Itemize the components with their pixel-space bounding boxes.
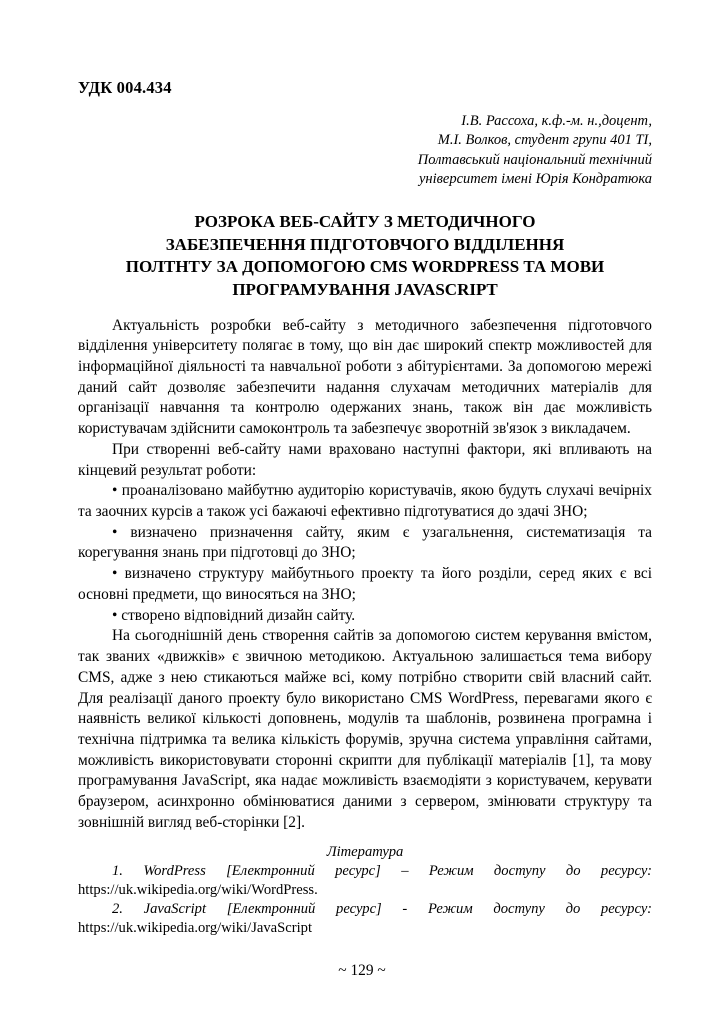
reference-2-url: https://uk.wikipedia.org/wiki/JavaScript	[78, 920, 313, 937]
paragraph-3: На сьогоднішній день створення сайтів за допомогою систем керування вмістом, так званих «движків» є звичною методикою. Актуальною залишається тема вибору CMS, адже з нею стикаються майже всі, кому потрібно створити свій власний сайт. Для реалізації даного проекту було використано CMS WordPress, перевагами якого є наявність великої кількості доповнень, модулів та шаблонів, розвинена програмна і технічна підтримка та велика кількість форумів, зручна система управління сайтами, можливість використовувати сторонні скрипти для публікації матеріалів [1], та мову програмування JavaScript, яка надає можливість взаємодіяти з користувачем, керувати браузером, асинхронно обмінюватися даними з сервером, змінювати структуру та зовнішній вигляд веб-сторінки [2].	[78, 627, 652, 831]
page-number: ~ 129 ~	[338, 962, 386, 979]
author-line-2: М.І. Волков, студент групи 401 ТІ,	[437, 132, 652, 149]
reference-1-url: https://uk.wikipedia.org/wiki/WordPress.	[78, 881, 318, 898]
reference-1	[78, 862, 652, 901]
reference-2	[78, 900, 652, 939]
bullet-item-2: • визначено призначення сайту, яким є узагальнення, систематизація та корегування знань при підготовці до ЗНО;	[78, 523, 652, 562]
author-line-4: університет імені Юрія Кондратюка	[418, 170, 652, 187]
page-title	[78, 211, 652, 301]
paragraph-2: При створенні веб-сайту нами враховано наступні фактори, які впливають на кінцевий результат роботи:	[78, 440, 652, 479]
title-line-4: ПРОГРАМУВАННЯ JAVASCRIPT	[232, 279, 498, 299]
reference-1-title: 1. WordPress [Електронний ресурс] – Режим доступу до ресурсу:	[112, 862, 652, 879]
author-block	[78, 112, 652, 189]
author-line-1: І.В. Рассоха, к.ф.-м. н.,доцент,	[461, 113, 652, 129]
bullet-item-4: • створено відповідний дизайн сайту.	[112, 606, 356, 624]
reference-2-title: 2. JavaScript [Електронний ресурс] - Режим доступу до ресурсу:	[112, 901, 652, 918]
udk-code: УДК 004.434	[78, 78, 172, 97]
author-line-3: Полтавський національний технічний	[417, 151, 652, 168]
title-line-2: ЗАБЕЗПЕЧЕННЯ ПІДГОТОВЧОГО ВІДДІЛЕННЯ	[165, 234, 565, 254]
literature-heading: Література	[326, 843, 404, 860]
title-line-1: РОЗРОКА ВЕБ-САЙТУ З МЕТОДИЧНОГО	[194, 212, 536, 232]
bullet-item-1: • проаналізовано майбутню аудиторію користувачів, якою будуть слухачі вечірніх та заочних курсів а також усі бажаючі ефективно підготуватися до здачі ЗНО;	[78, 482, 652, 521]
title-line-3: ПОЛТНТУ ЗА ДОПОМОГОЮ CMS WORDPRESS ТА МОВИ	[125, 257, 605, 277]
paragraph-1: Актуальність розробки веб-сайту з методичного забезпечення підготовчого відділення університету полягає в тому, що він дає широкий спектр можливостей для інформаційної діяльності та навчальної роботи з абітурієнтами. За допомогою мережі даний сайт дозволяє забезпечити надання слухачам методичних матеріалів для організації навчання та контролю одержаних знань, також він дає можливість користувачам здійснити самоконтроль та забезпечує зворотній зв'язок з викладачем.	[78, 316, 652, 438]
bullet-item-3: • визначено структуру майбутнього проекту та його розділи, серед яких є всі основні предмети, що виносяться на ЗНО;	[78, 565, 652, 603]
